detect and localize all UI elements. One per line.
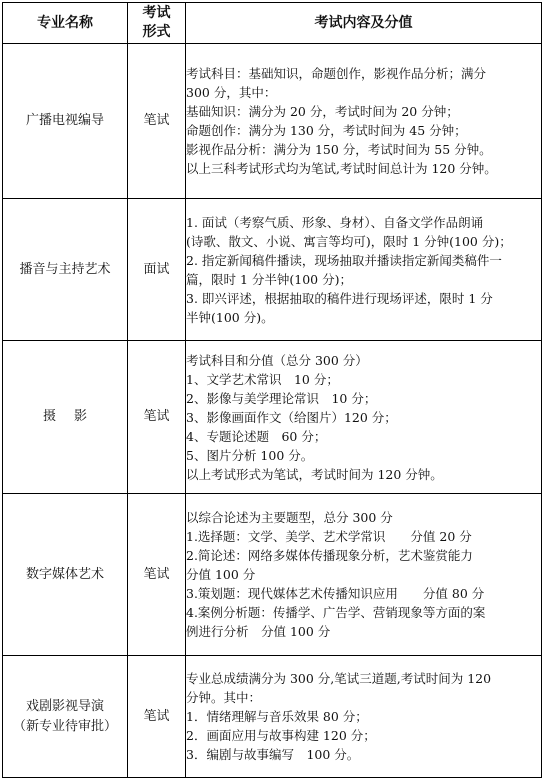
content-line: 篇，限时 1 分半钟(100 分)； xyxy=(186,271,352,287)
header-exam-form-line1: 考试 xyxy=(142,5,171,21)
header-row xyxy=(3,3,542,44)
exam-form: 笔试 xyxy=(128,494,186,656)
content-line: 1.选择题：文学、美学、艺术学常识 分值 20 分 xyxy=(186,529,472,544)
header-exam-form xyxy=(128,3,186,44)
content-line: 5、图片分析 100 分。 xyxy=(186,447,314,463)
table-row xyxy=(3,44,542,199)
table-row xyxy=(3,341,542,494)
content-line: 命题创作：满分为 130 分，考试时间为 45 分钟； xyxy=(186,123,467,138)
content-line: 1、文学艺术常识 10 分； xyxy=(186,371,339,387)
major-name-line1: 戏剧影视导演 xyxy=(25,698,104,714)
table-row xyxy=(3,494,542,656)
major-name: 播音与主持艺术 xyxy=(3,199,128,341)
content-line: 2.简论述：网络多媒体传播现象分析，艺术鉴赏能力 xyxy=(186,548,473,563)
header-exam-form-line2: 形式 xyxy=(142,24,171,40)
content-line: 1．情绪理解与音乐效果 80 分； xyxy=(186,709,368,724)
major-name: 广播电视编导 xyxy=(3,44,128,199)
content-line: 考试科目和分值（总分 300 分） xyxy=(186,352,368,368)
content-line: 4、专题论述题 60 分； xyxy=(186,428,327,444)
header-major-name: 专业名称 xyxy=(3,3,128,44)
content-line: 3．编剧与故事编写 100 分。 xyxy=(186,747,360,762)
content-line: 3、影像画面作文（给图片）120 分； xyxy=(186,409,397,425)
content-line: 以上三科考试形式均为笔试,考试时间总计为 120 分钟。 xyxy=(186,161,497,176)
exam-form: 笔试 xyxy=(128,341,186,494)
exam-content xyxy=(186,341,542,494)
major-name-text: 摄影 xyxy=(42,409,105,424)
content-line: 以上考试形式为笔试，考试时间为 120 分钟。 xyxy=(186,466,443,482)
content-line: 4.案例分析题：传播学、广告学、营销现象等方面的案 xyxy=(186,605,486,620)
content-line: 分值 100 分 xyxy=(186,567,256,582)
exam-form: 面试 xyxy=(128,199,186,341)
content-line: 3.策划题：现代媒体艺术传播知识应用 分值 80 分 xyxy=(186,586,485,601)
major-name: 数字媒体艺术 xyxy=(3,494,128,656)
content-line: 影视作品分析：满分为 150 分，考试时间为 55 分钟。 xyxy=(186,142,492,157)
major-name xyxy=(3,656,128,778)
content-line: 300 分，其中： xyxy=(186,85,277,100)
content-line: 2. 指定新闻稿件播读，现场抽取并播读指定新闻类稿件一 xyxy=(186,252,502,268)
exam-content xyxy=(186,44,542,199)
content-line: 3. 即兴评述，根据抽取的稿件进行现场评述，限时 1 分 xyxy=(186,290,493,306)
exam-form: 笔试 xyxy=(128,656,186,778)
major-name-line2: （新专业待审批） xyxy=(12,718,117,734)
content-line: 以综合论述为主要题型，总分 300 分 xyxy=(186,510,393,525)
content-line: 2、影像与美学理论常识 10 分； xyxy=(186,390,377,406)
exam-content xyxy=(186,494,542,656)
exam-content xyxy=(186,199,542,341)
content-line: 1. 面试（考察气质、形象、身材）、自备文学作品朗诵 xyxy=(186,214,484,230)
content-line: 分钟。其中： xyxy=(186,690,262,705)
exam-table xyxy=(2,2,542,778)
content-line: 2．画面应用与故事构建 120 分； xyxy=(186,728,376,743)
content-line: 例进行分析 分值 100 分 xyxy=(186,624,331,639)
header-exam-content: 考试内容及分值 xyxy=(186,3,542,44)
exam-form: 笔试 xyxy=(128,44,186,199)
content-line: (诗歌、散文、小说、寓言等均可)，限时 1 分钟(100 分)； xyxy=(186,233,512,249)
major-name xyxy=(3,341,128,494)
content-line: 专业总成绩满分为 300 分,笔试三道题,考试时间为 120 xyxy=(186,671,492,686)
content-line: 基础知识：满分为 20 分，考试时间为 20 分钟； xyxy=(186,104,459,119)
exam-content xyxy=(186,656,542,778)
table-row xyxy=(3,656,542,778)
table-row xyxy=(3,199,542,341)
content-line: 半钟(100 分)。 xyxy=(186,309,274,325)
content-line: 考试科目：基础知识，命题创作，影视作品分析；满分 xyxy=(186,66,487,81)
